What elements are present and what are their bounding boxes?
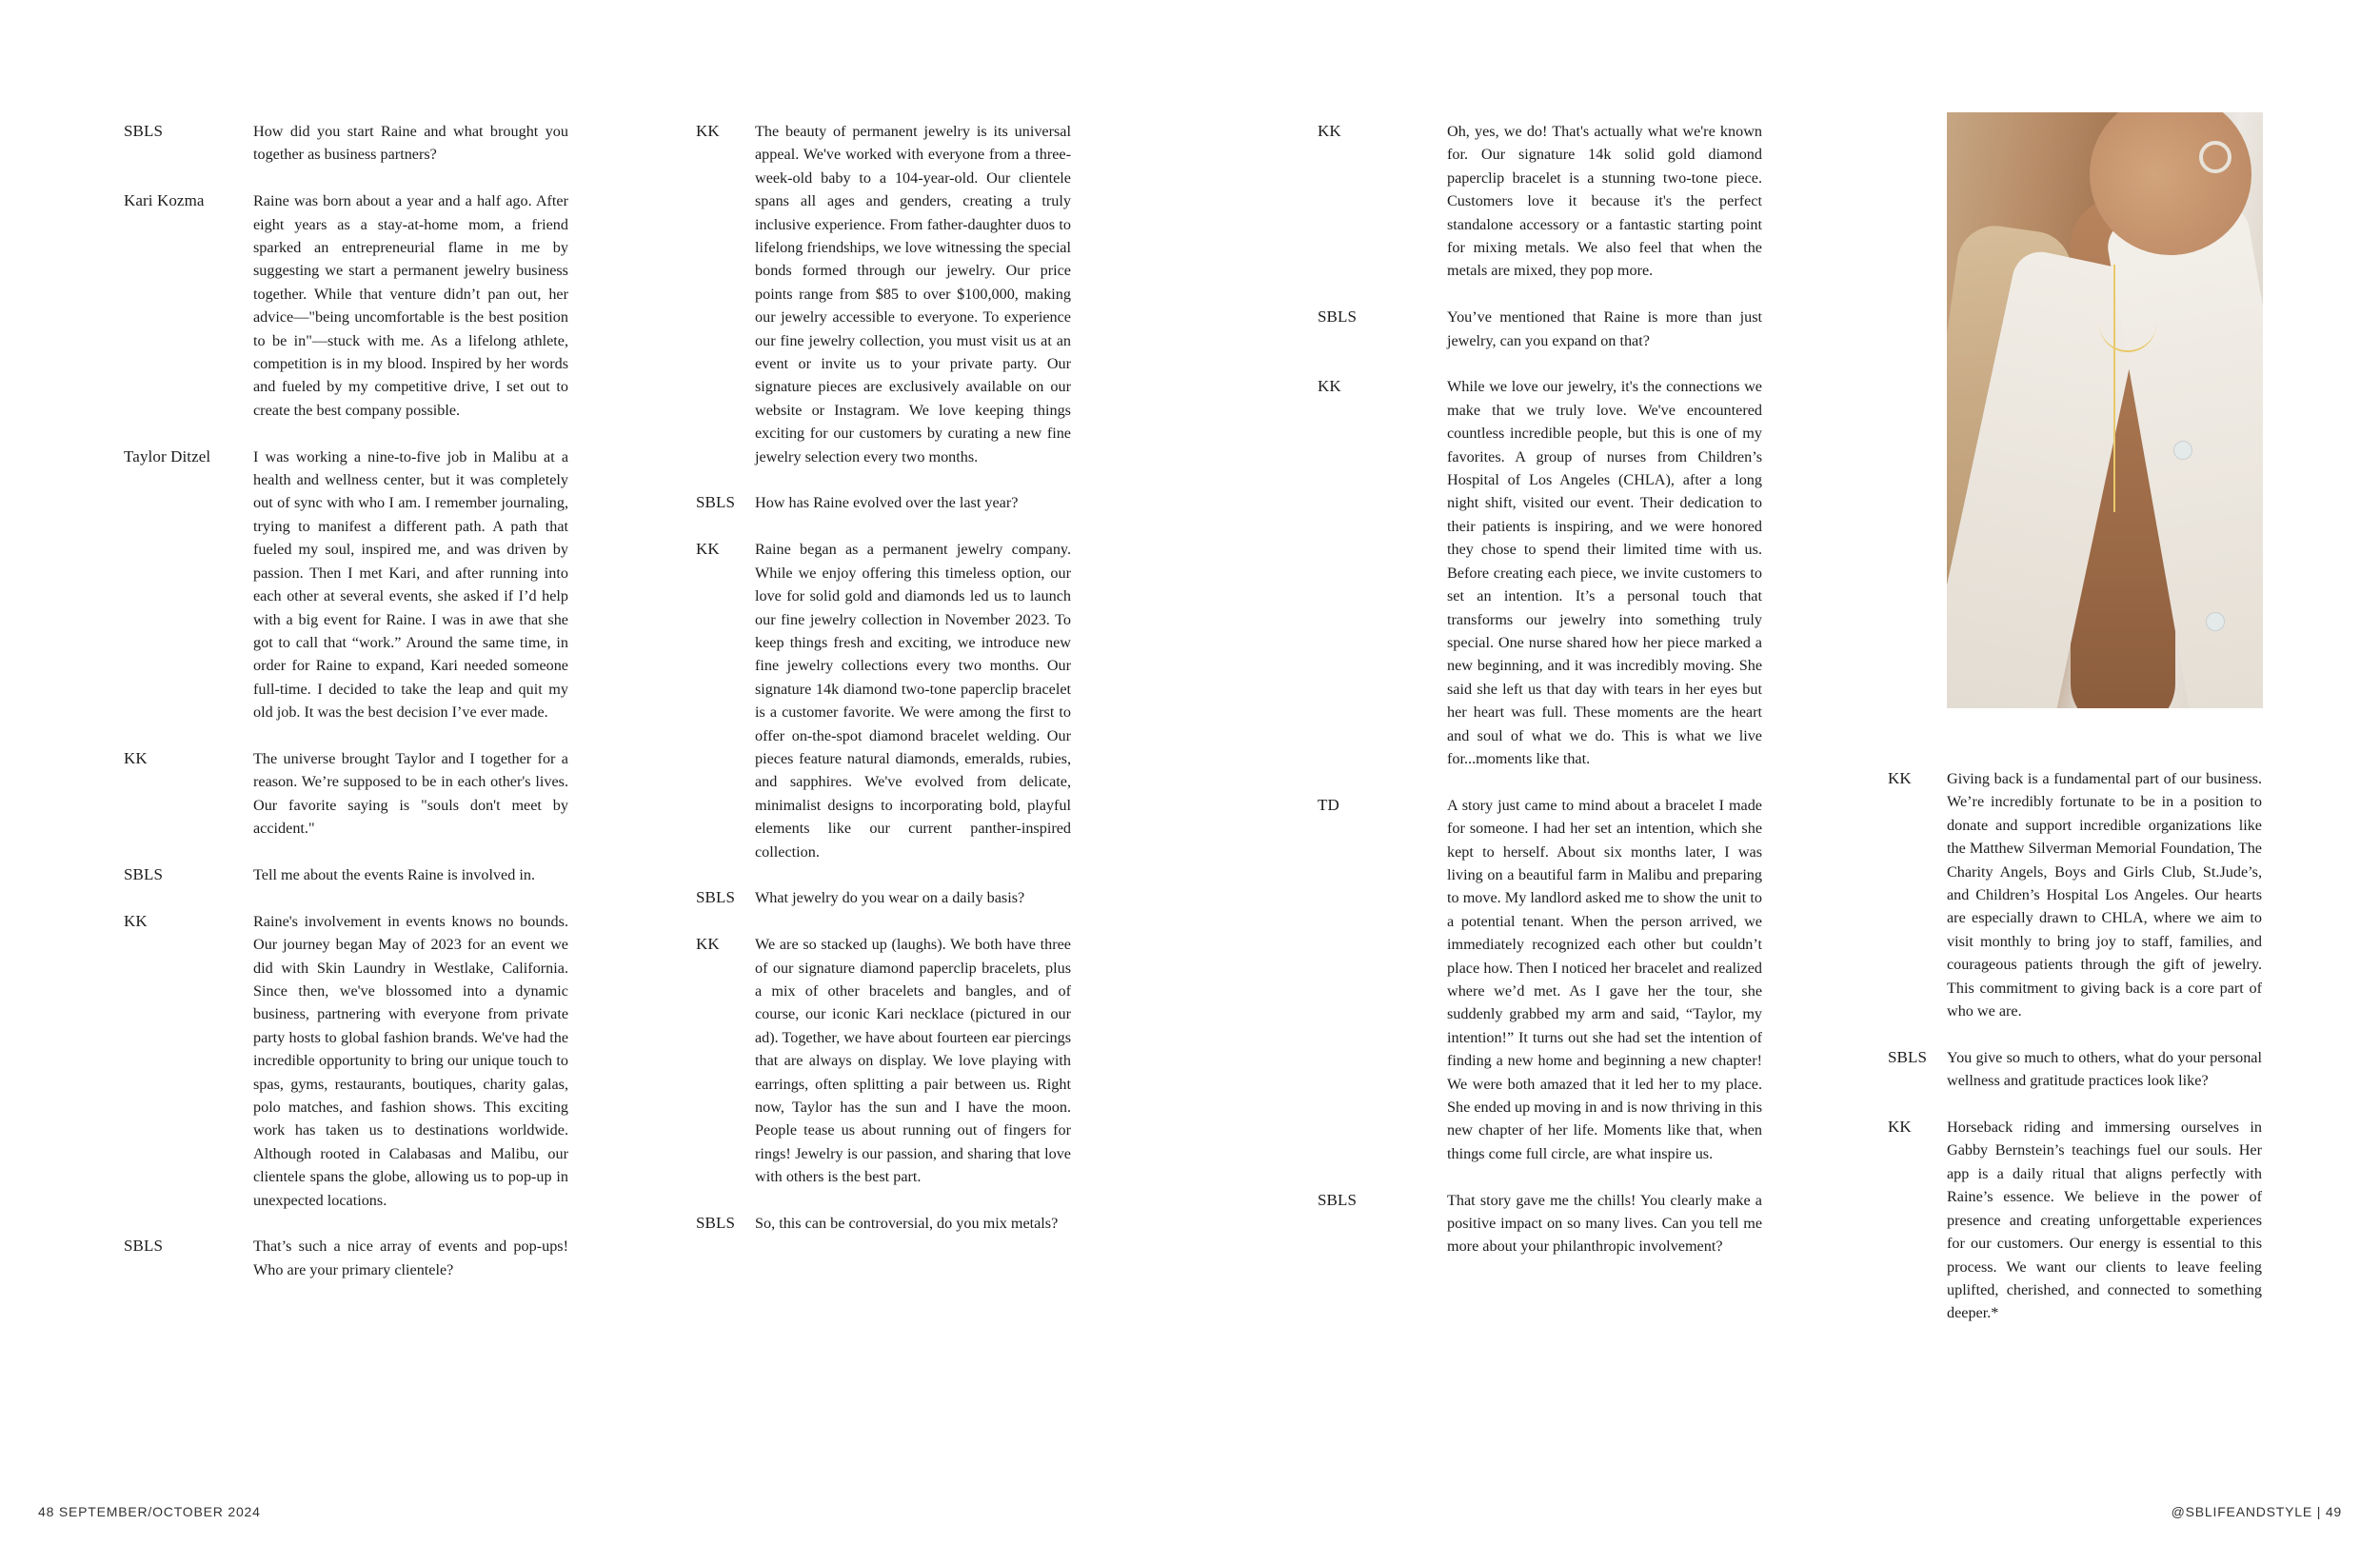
jewelry-photo	[1947, 112, 2263, 708]
qa-entry	[1318, 794, 1762, 1166]
speaker-label: Kari Kozma	[124, 191, 205, 210]
speaker-label: SBLS	[696, 888, 736, 907]
entry-text: Tell me about the events Raine is involved in.	[253, 865, 536, 883]
entry-text: How has Raine evolved over the last year?	[755, 494, 1019, 512]
speaker-label: KK	[1888, 769, 1912, 787]
qa-entry	[696, 886, 1071, 909]
qa-entry	[696, 120, 1071, 468]
entry-text: Raine's involvement in events knows no bounds. Our journey began May of 2023 for an event we did with Skin Laundry in Westlake, California. Since then, we've blossomed into a dynamic business, partnering with everyone from private party hosts to global fashion brands. We've had the incredible opportunity to bring our unique touch to spas, gyms, restaurants, boutiques, charity galas, polo matches, and fashion shows. This exciting work has taken us to destinations worldwide. Although rooted in Calabasas and Malibu, our clientele spans the globe, allowing us to pop-up in unexpected locations.	[253, 912, 568, 1209]
photo-ring	[2199, 141, 2231, 173]
qa-entry	[124, 863, 568, 886]
photo-shirt-button	[2173, 441, 2192, 460]
qa-entry	[124, 910, 568, 1212]
qa-entry	[1318, 1189, 1762, 1258]
qa-entry	[1318, 120, 1762, 283]
entry-text: So, this can be controversial, do you mix metals?	[755, 1215, 1059, 1233]
speaker-label: KK	[1888, 1118, 1912, 1137]
entry-text: How did you start Raine and what brought you together as business partners?	[253, 123, 568, 164]
interview-column-3	[1318, 120, 1762, 1281]
qa-entry	[696, 538, 1071, 863]
entry-text: The beauty of permanent jewelry is its universal appeal. We've worked with everyone from a three-week-old baby to a 104-year-old. Our clientele spans all ages and genders, creating a truly inclusive experience. From father-daughter duos to lifelong friendships, we love witnessing the special bonds formed through our jewelry. Our price points range from $85 to over $100,000, making our jewelry accessible to everyone. To experience our fine jewelry collection, you must visit us at an event or invite us to your private party. Our signature pieces are exclusively available on our website or Instagram. We love keeping things exciting for our customers by curating a new fine jewelry selection every two months.	[755, 123, 1071, 465]
speaker-label: SBLS	[124, 1237, 164, 1256]
entry-text: That story gave me the chills! You clearly make a positive impact on so many lives. Can you tell me more about your philanthropic involvement?	[1447, 1191, 1762, 1256]
interview-column-2	[696, 120, 1071, 1258]
entry-text: I was working a nine-to-five job in Malibu at a health and wellness center, but it was completely out of sync with who I am. I remember journaling, trying to manifest a different path. A path that fueled my soul, inspired me, and was driven by passion. Then I met Kari, and after running into each other at several events, she asked if I’d help with a big event for Raine. I was in awe that she got to call that “work.” Around the same time, in order for Raine to expand, Kari needed someone full-time. I decided to take the leap and quit my old job. It was the best decision I’ve ever made.	[253, 447, 568, 722]
speaker-label: SBLS	[696, 493, 736, 512]
entry-text: Horseback riding and immersing ourselves in Gabby Bernstein’s teachings fuel our souls. Her app is a daily ritual that aligns perfectly with Raine’s essence. We believe in the power of presence and creating unforgettable experiences for our customers. Our energy is essential to this process. We want our clients to leave feeling uplifted, cherished, and connected to something deeper.*	[1947, 1119, 2262, 1322]
qa-entry	[1888, 1046, 2262, 1093]
entry-text: Raine began as a permanent jewelry company. While we enjoy offering this timeless option, our love for solid gold and diamonds led us to launch our fine jewelry collection in November 2023. To keep things fresh and exciting, we introduce new fine jewelry collections every two months. Our signature 14k diamond two-tone paperclip bracelet is a customer favorite. We were among the first to offer on-the-spot diamond bracelet welding. Our pieces feature natural diamonds, emeralds, rubies, and sapphires. We've evolved from delicate, minimalist designs to incorporating bold, playful elements like our current panther-inspired collection.	[755, 541, 1071, 861]
entry-text: While we love our jewelry, it's the connections we make that we truly love. We've encountered countless incredible people, but this is one of my favorites. A group of nurses from Children’s Hospital of Los Angeles (CHLA), after a long night shift, visited our event. Their dedication to their patients is inspiring, and we were honored they chose to spend their limited time with us. Before creating each piece, we invite customers to set an intention. It’s a personal touch that transforms our jewelry into something truly special. One nurse shared how her piece marked a new beginning, and it was incredibly moving. She said she left us that day with tears in her eyes but her heart was full. These moments are the heart and soul of what we do. This is what we live for...moments like that.	[1447, 378, 1762, 767]
speaker-label: KK	[696, 935, 720, 954]
speaker-label: TD	[1318, 795, 1339, 814]
speaker-label: KK	[124, 748, 148, 767]
qa-entry	[1318, 375, 1762, 770]
photo-necklace-drop	[2113, 265, 2115, 512]
entry-text: What jewelry do you wear on a daily basis?	[755, 889, 1025, 907]
photo-necklace	[2099, 246, 2156, 352]
page-footer-left: 48 SEPTEMBER/OCTOBER 2024	[38, 1504, 261, 1519]
speaker-label: SBLS	[1318, 307, 1358, 327]
entry-text: You’ve mentioned that Raine is more than just jewelry, can you expand on that?	[1447, 308, 1762, 349]
interview-column-1	[124, 120, 568, 1305]
qa-entry	[124, 747, 568, 841]
page-footer-right: @SBLIFEANDSTYLE | 49	[2171, 1504, 2342, 1519]
entry-text: The universe brought Taylor and I together for a reason. We’re supposed to be in each other's lives. Our favorite saying is "souls don't meet by accident."	[253, 749, 568, 838]
speaker-label: KK	[1318, 122, 1341, 140]
qa-entry	[696, 491, 1071, 514]
entry-text: You give so much to others, what do your personal wellness and gratitude practices look like?	[1947, 1048, 2262, 1090]
speaker-label: SBLS	[124, 864, 164, 883]
speaker-label: KK	[696, 540, 720, 559]
speaker-label: Taylor Ditzel	[124, 446, 211, 465]
qa-entry	[1318, 306, 1762, 352]
interview-column-4	[1888, 767, 2262, 1348]
speaker-label: SBLS	[1888, 1047, 1928, 1066]
speaker-label: KK	[696, 122, 720, 140]
entry-text: We are so stacked up (laughs). We both have three of our signature diamond paperclip bracelets, plus a mix of other bracelets and bangles, and of course, our iconic Kari necklace (pictured in our ad). Together, we have about fourteen ear piercings that are always on display. We love playing with earrings, often splitting a pair between us. Right now, Taylor has the sun and I have the moon. People tease us about running out of fingers for rings! Jewelry is our passion, and sharing that love with others is the best part.	[755, 936, 1071, 1186]
entry-text: Giving back is a fundamental part of our business. We’re incredibly fortunate to be in a position to donate and support incredible organizations like the Matthew Silverman Memorial Foundation, The Charity Angels, Boys and Girls Club, St.Jude’s, and Children’s Hospital Los Angeles. Our hearts are especially drawn to CHLA, where we aim to visit monthly to bring joy to staff, families, and courageous patients through the gift of jewelry. This commitment to giving back is a core part of who we are.	[1947, 770, 2262, 1020]
qa-entry	[1888, 1116, 2262, 1325]
qa-entry	[124, 189, 568, 422]
speaker-label: KK	[124, 911, 148, 930]
speaker-label: SBLS	[696, 1214, 736, 1233]
entry-text: Raine was born about a year and a half ago. After eight years as a stay-at-home mom, a friend sparked an entrepreneurial flame in me by suggesting we start a permanent jewelry business together. While that venture didn’t pan out, her advice—"being uncomfortable is the best position to be in"—stuck with me. As a lifelong athlete, competition is in my blood. Inspired by her words and fueled by my competitive drive, I set out to create the best company possible.	[253, 192, 568, 419]
entry-text: That’s such a nice array of events and pop-ups! Who are your primary clientele?	[253, 1238, 568, 1278]
speaker-label: KK	[1318, 377, 1341, 396]
entry-text: A story just came to mind about a bracelet I made for someone. I had her set an intention, which she kept to herself. About six months later, I was living on a beautiful farm in Malibu and preparing to move. My landlord asked me to show the unit to a potential tenant. When the person arrived, we immediately recognized each other but couldn’t place how. Then I noticed her bracelet and realized where we’d met. As I gave her the tour, she suddenly grabbed my arm and said, “Taylor, my intention!” It turns out she had set the intention of finding a new home and beginning a new chapter! We were both amazed that it led her to my place. She ended up moving in and is now thriving in this new chapter of her life. Moments like that, when things come full circle, are what inspire us.	[1447, 796, 1762, 1162]
qa-entry	[1888, 767, 2262, 1022]
qa-entry	[124, 446, 568, 724]
photo-shirt-button	[2206, 612, 2225, 631]
speaker-label: SBLS	[1318, 1190, 1358, 1209]
qa-entry	[124, 1235, 568, 1281]
speaker-label: SBLS	[124, 122, 164, 140]
qa-entry	[124, 120, 568, 167]
qa-entry	[696, 933, 1071, 1188]
qa-entry	[696, 1212, 1071, 1235]
entry-text: Oh, yes, we do! That's actually what we're known for. Our signature 14k solid gold diamond paperclip bracelet is a stunning two-tone piece. Customers love it because it's the perfect standalone accessory or a fantastic starting point for mixing metals. We also feel that when the metals are mixed, they pop more.	[1447, 123, 1762, 280]
